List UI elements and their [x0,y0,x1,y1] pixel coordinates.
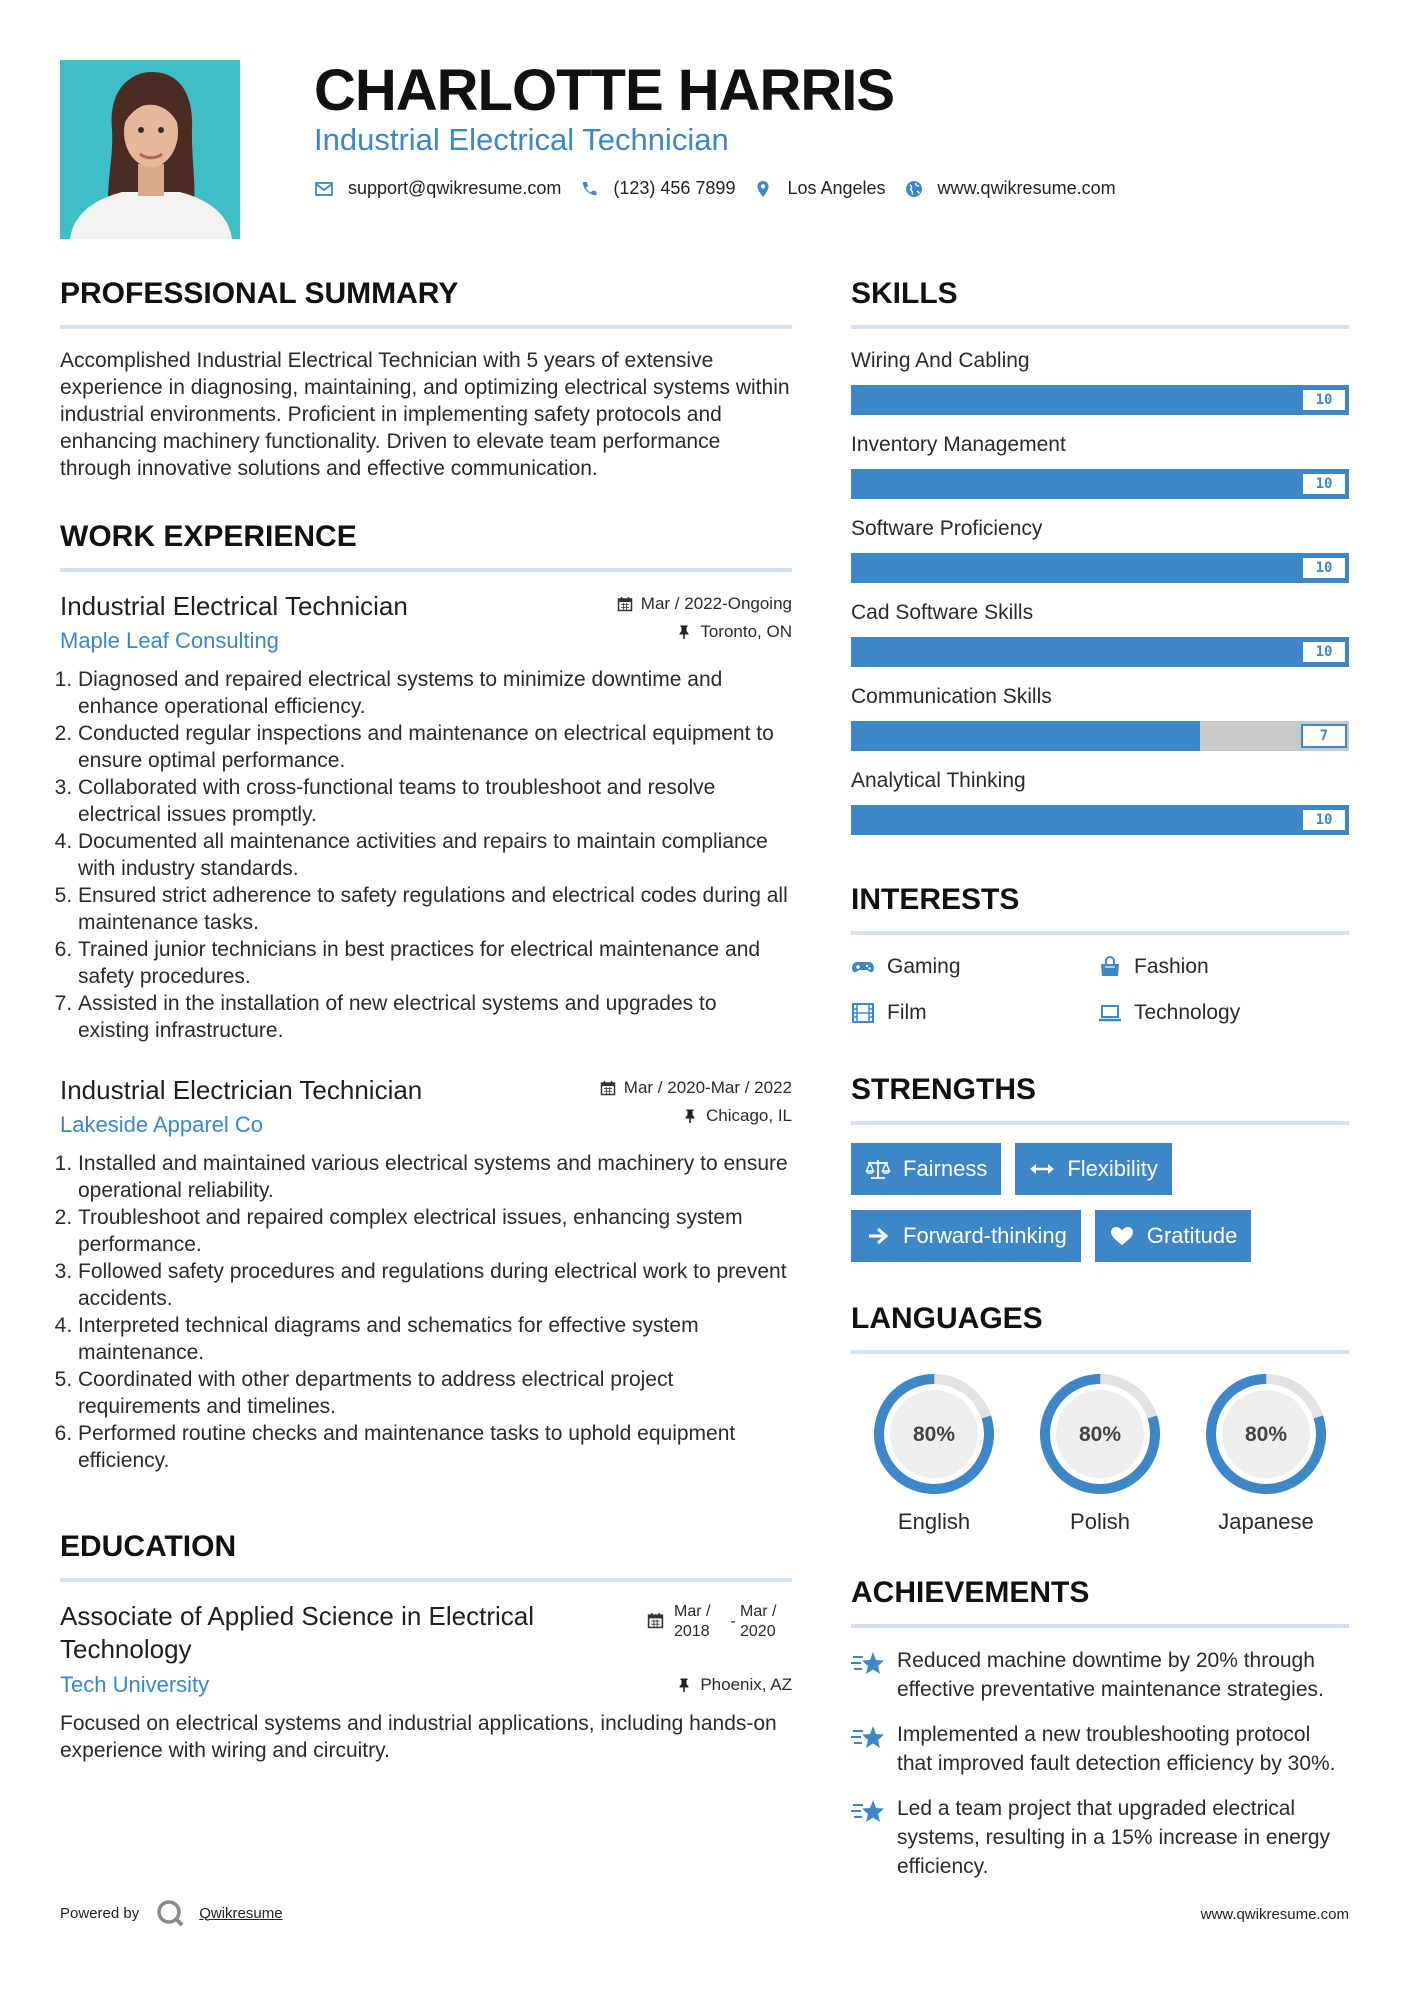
summary-section [60,275,792,482]
end-year: 2020 [740,1623,776,1640]
language-ring [1204,1372,1328,1496]
language-item [1183,1372,1349,1536]
section-divider [60,1578,792,1582]
skill-item [851,599,1349,667]
skill-bar [851,553,1349,583]
skill-bar [851,637,1349,667]
language-item [1017,1372,1183,1536]
languages-heading: LANGUAGES [851,1302,1043,1335]
laptop-icon [1098,1001,1122,1025]
pin-icon [676,1677,692,1693]
job-location-text: Toronto, ON [700,622,792,641]
section-divider [851,931,1349,935]
envelope-icon [314,179,334,199]
interests-section [851,881,1349,1027]
skills-section [851,275,1349,835]
work-section [60,518,792,1474]
scale-icon [865,1158,891,1180]
map-pin-icon [753,179,773,199]
interest-label: Technology [1134,1001,1241,1024]
strength-label: Gratitude [1146,1223,1238,1248]
job-title: Industrial Electrical Technician [60,591,408,621]
globe-icon [904,179,924,199]
powered-by [60,1898,283,1928]
language-name: English [897,1509,971,1534]
work-heading: WORK EXPERIENCE [60,520,357,553]
language-ring [872,1372,996,1496]
job-entry [60,1074,792,1474]
powered-by-label: Powered by [60,1904,140,1922]
date-dash: - [730,1613,736,1630]
summary-text: Accomplished Industrial Electrical Technician with 5 years of extensive experience in diagnosing, maintaining, and optimizing electrical systems within industrial environments. Proficient in implementing safety protocols and enhancing machinery functionality. Driven to elevate team performance through innovative solutions and effective communication. [60,349,790,480]
education-dates [647,1602,792,1642]
job-company: Maple Leaf Consulting [60,628,279,653]
calendar-icon [617,596,633,612]
achievements-heading: ACHIEVEMENTS [851,1576,1090,1609]
avatar-portrait [60,60,240,239]
skill-item [851,683,1349,751]
job-location-text: Chicago, IL [706,1106,792,1125]
section-divider [60,325,792,329]
profile-photo [60,60,240,239]
strength-tag [1095,1210,1252,1262]
contact-phone[interactable] [579,178,735,199]
bag-icon [1098,955,1122,979]
heart-icon [1109,1225,1135,1247]
job-dates-text: Mar / 2022-Ongoing [640,594,792,613]
skill-bar [851,385,1349,415]
education-location-text: Phoenix, AZ [700,1675,792,1694]
interest-label: Fashion [1134,955,1209,978]
skill-bar [851,721,1349,751]
job-dates [617,590,792,618]
contact-email[interactable] [314,178,561,199]
interest-gaming [851,953,1098,981]
shooting-star-icon [851,1721,885,1755]
duty-item: 2. Troubleshoot and repaired complex electrical issues, enhancing system performance. [78,1204,792,1258]
skill-bar-fill [851,721,1200,751]
skill-score-badge: 10 [1301,472,1347,496]
interest-film [851,999,1098,1027]
strength-label: Forward-thinking [903,1223,1067,1248]
skill-label: Communication Skills [851,685,1052,708]
duty-item: 6. Trained junior technicians in best practices for electrical maintenance and safety procedures. [78,936,792,990]
skill-bar [851,469,1349,499]
duty-item: 5. Ensured strict adherence to safety regulations and electrical codes during all maintenance tasks. [78,882,792,936]
calendar-icon [600,1080,616,1096]
education-heading: EDUCATION [60,1530,237,1563]
skill-bar-fill [851,469,1349,499]
interest-label: Gaming [887,955,961,978]
achievement-text: Reduced machine downtime by 20% through effective preventative maintenance strategies. [897,1649,1324,1701]
section-divider [851,1121,1349,1125]
contact-website[interactable] [904,178,1116,199]
skills-heading: SKILLS [851,277,958,310]
language-percent: 80% [1078,1423,1122,1446]
interest-fashion [1098,953,1345,981]
section-divider [851,1624,1349,1628]
section-divider [60,568,792,572]
duty-item: 3. Collaborated with cross-functional teams to troubleshoot and resolve electrical issues promptly. [78,774,792,828]
duty-item: 3. Followed safety procedures and regulations during electrical work to prevent accidents. [78,1258,792,1312]
gamepad-icon [851,955,875,979]
language-name: Polish [1070,1509,1130,1534]
achievement-text: Led a team project that upgraded electrical systems, resulting in a 15% increase in energy efficiency. [897,1797,1331,1878]
skill-label: Analytical Thinking [851,769,1026,792]
candidate-title: Industrial Electrical Technician [314,122,729,157]
job-duties [60,666,792,1044]
duty-item: 4. Documented all maintenance activities and repairs to maintain compliance with industry standards. [78,828,792,882]
skill-score-badge: 7 [1301,724,1347,748]
language-item [851,1372,1017,1536]
start-year: 2018 [674,1623,710,1640]
achievement-text: Implemented a new troubleshooting protocol that improved fault detection efficiency by 30%. [897,1723,1336,1775]
achievements-section [851,1574,1349,1881]
skill-item [851,515,1349,583]
interest-label: Film [887,1001,927,1024]
phone-text: (123) 456 7899 [613,178,736,198]
duty-item: 5. Coordinated with other departments to address electrical project requirements and timelines. [78,1366,792,1420]
skill-score-badge: 10 [1301,556,1347,580]
skill-bar-fill [851,553,1349,583]
skill-bar-fill [851,385,1349,415]
skill-score-badge: 10 [1301,388,1347,412]
website-text: www.qwikresume.com [937,178,1116,198]
pin-icon [676,624,692,640]
interests-heading: INTERESTS [851,883,1020,916]
education-school: Tech University [60,1672,210,1697]
right-column [851,275,1349,1897]
email-text: support@qwikresume.com [348,178,562,198]
strength-label: Fairness [903,1156,988,1181]
job-dates-text: Mar / 2020-Mar / 2022 [623,1078,792,1097]
job-duties [60,1150,792,1474]
duty-item: 7. Assisted in the installation of new electrical systems and upgrades to existing infrastructure. [78,990,792,1044]
language-percent: 80% [1244,1423,1288,1446]
left-column [60,275,792,1764]
skill-score-badge: 10 [1301,808,1347,832]
skill-bar-fill [851,805,1349,835]
job-title: Industrial Electrician Technician [60,1075,423,1105]
skill-label: Software Proficiency [851,517,1043,540]
strengths-section [851,1071,1349,1262]
skill-label: Wiring And Cabling [851,349,1030,372]
strength-tag [851,1143,1001,1195]
job-dates [600,1074,792,1102]
shooting-star-icon [851,1795,885,1829]
section-divider [851,1350,1349,1354]
skill-label: Inventory Management [851,433,1066,456]
skill-item [851,767,1349,835]
brand-link[interactable]: Qwikresume [199,1904,283,1922]
duty-item: 1. Installed and maintained various electrical systems and machinery to ensure operational reliability. [78,1150,792,1204]
education-location [676,1675,792,1695]
duty-item: 1. Diagnosed and repaired electrical systems to minimize downtime and enhance operational efficiency. [78,666,792,720]
language-percent: 80% [912,1423,956,1446]
strength-tag [1015,1143,1171,1195]
phone-icon [579,179,599,199]
interest-technology [1098,999,1345,1027]
start-month: Mar / [674,1603,711,1620]
skill-item [851,431,1349,499]
achievement-item [851,1720,1349,1778]
pin-icon [682,1108,698,1124]
duty-item: 6. Performed routine checks and maintenance tasks to uphold equipment efficiency. [78,1420,792,1474]
language-ring [1038,1372,1162,1496]
duty-item: 2. Conducted regular inspections and maintenance on electrical equipment to ensure optimal performance. [78,720,792,774]
shooting-star-icon [851,1647,885,1681]
candidate-name: CHARLOTTE HARRIS [314,58,895,123]
job-location [617,618,792,646]
language-name: Japanese [1218,1509,1314,1534]
footer-website[interactable]: www.qwikresume.com [1200,1906,1349,1923]
arrow-right-icon [865,1225,891,1247]
languages-section [851,1300,1349,1536]
job-entry [60,590,792,1044]
duty-item: 4. Interpreted technical diagrams and schematics for effective system maintenance. [78,1312,792,1366]
strength-tag [851,1210,1081,1262]
calendar-icon [647,1612,664,1629]
skill-score-badge: 10 [1301,640,1347,664]
achievement-item [851,1794,1349,1881]
job-company: Lakeside Apparel Co [60,1112,264,1137]
summary-heading: PROFESSIONAL SUMMARY [60,277,459,310]
skill-bar [851,805,1349,835]
job-location [600,1102,792,1130]
skill-item [851,347,1349,415]
education-degree: Associate of Applied Science in Electrical Technology [60,1601,535,1664]
strength-label: Flexibility [1067,1156,1158,1181]
arrows-horizontal-icon [1029,1158,1055,1180]
film-icon [851,1001,875,1025]
location-text: Los Angeles [787,178,886,198]
education-description: Focused on electrical systems and industrial applications, including hands-on experience with wiring and circuitry. [60,1712,777,1762]
contact-row [314,178,1134,199]
achievement-item [851,1646,1349,1704]
section-divider [851,325,1349,329]
skill-bar-fill [851,637,1349,667]
qwikresume-logo-icon [155,1898,185,1928]
contact-location [753,178,885,199]
end-month: Mar / [740,1603,777,1620]
education-section [60,1528,792,1764]
strengths-heading: STRENGTHS [851,1073,1037,1106]
skill-label: Cad Software Skills [851,601,1034,624]
